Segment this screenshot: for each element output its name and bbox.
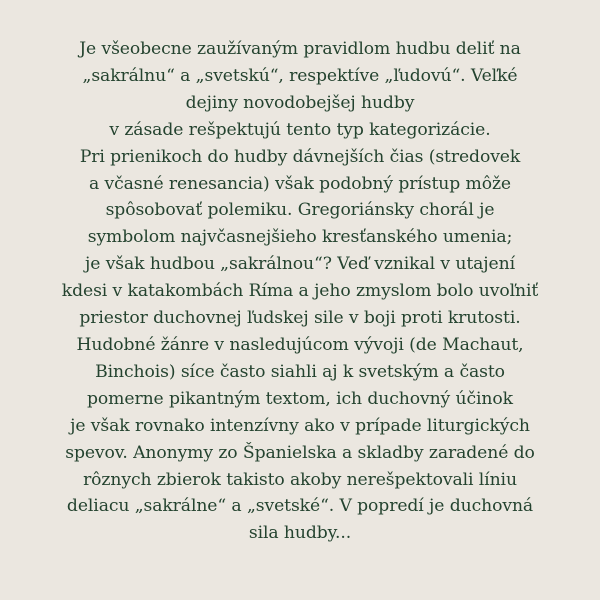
text-line-10: kdesi v katakombách Ríma a jeho zmyslom bolo uvoľniť [61,281,539,302]
text-line-19: sila hudby... [248,523,352,544]
text-line-13: Binchois) síce často siahli aj k svetským a často [95,361,505,382]
text-line-2: „sakrálnu“ a „svetskú“, respektíve „ľudovú“. Veľké [82,65,518,86]
text-line-9: je však hudbou „sakrálnou“? Veď vznikal v utajení [85,254,515,275]
text-line-7: spôsobovať polemiku. Gregoriánsky chorál je [105,200,495,221]
text-line-8: symbolom najvčasnejšieho kresťanského umenia; [87,227,513,248]
text-line-3: dejiny novodobejšej hudby [185,92,415,113]
text-line-11: priestor duchovnej ľudskej sile v boji proti krutosti. [79,308,521,329]
text-line-6: a včasné renesancia) však podobný prístup môže [89,173,511,194]
text-line-18: deliacu „sakrálne“ a „svetské“. V popredí je duchovná [66,496,534,517]
text-line-15: je však rovnako intenzívny ako v prípade liturgických [70,415,530,436]
text-line-4: v zásade rešpektujú tento typ kategorizácie. [109,119,491,140]
text-line-14: pomerne pikantným textom, ich duchovný účinok [87,388,513,409]
body-text [0,36,600,547]
text-line-17: rôznych zbierok takisto akoby nerešpektovali líniu [83,469,517,490]
text-line-1: Je všeobecne zaužívaným pravidlom hudbu deliť na [79,39,521,59]
text-line-12: Hudobné žánre v nasledujúcom vývoji (de Machaut, [76,334,524,355]
text-line-16: spevov. Anonymy zo Španielska a skladby zaradené do [65,442,535,463]
text-line-5: Pri prienikoch do hudby dávnejších čias (stredovek [79,146,521,167]
